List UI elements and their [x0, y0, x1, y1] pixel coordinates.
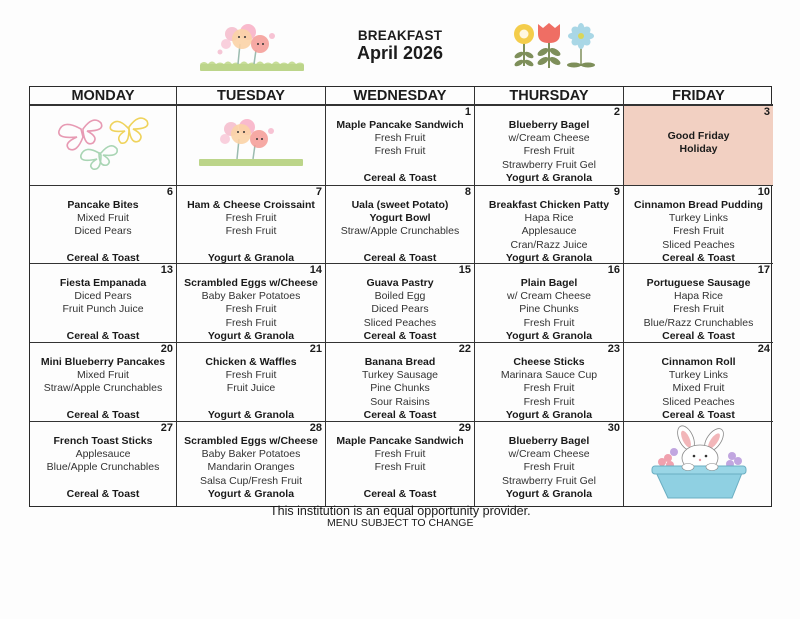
- decorative-cell: [30, 106, 177, 186]
- header-wednesday: WEDNESDAY: [326, 87, 475, 106]
- day-cell: [326, 343, 475, 422]
- day-cell: [624, 186, 773, 264]
- menu-item: Baby Baker Potatoes: [201, 290, 301, 303]
- day-number: 30: [607, 422, 620, 434]
- menu-item: w/Cream Cheese: [508, 448, 590, 461]
- menu-item: Strawberry Fruit Gel: [502, 474, 596, 487]
- menu-item: Fresh Fruit: [225, 225, 277, 238]
- menu-item: Mixed Fruit: [77, 212, 129, 225]
- entree-item: Blueberry Bagel: [508, 119, 590, 131]
- menu-item: Fresh Fruit: [225, 212, 277, 225]
- day-number: 8: [464, 186, 471, 198]
- meal-title: BREAKFAST: [357, 28, 443, 43]
- entree-item: Guava Pastry: [366, 277, 434, 289]
- month-title: April 2026: [356, 43, 444, 63]
- menu-item: Straw/Apple Crunchables: [43, 382, 163, 395]
- entree-item: Breakfast Chicken Patty: [488, 199, 610, 211]
- day-cell: [326, 106, 475, 186]
- day-number: 2: [613, 106, 620, 118]
- pink-flowers-icon: [197, 117, 305, 173]
- menu-item: [326, 475, 474, 488]
- menu-item: Diced Pears: [74, 225, 132, 238]
- day-number: 1: [464, 106, 471, 118]
- day-number: 13: [160, 264, 173, 276]
- day-number: 20: [160, 343, 173, 355]
- menu-item: Diced Pears: [74, 290, 132, 303]
- menu-item: Mixed Fruit: [77, 369, 129, 382]
- day-cell: [326, 264, 475, 343]
- day-number: 6: [166, 186, 173, 198]
- pink-flowers-icon: [198, 22, 306, 74]
- entree-item: Pancake Bites: [67, 199, 139, 211]
- menu-item: Holiday: [679, 143, 718, 156]
- side-option: Cereal & Toast: [66, 408, 140, 421]
- entree-item: Cinnamon Bread Pudding: [634, 199, 763, 211]
- day-number: 9: [613, 186, 620, 198]
- side-option: Cereal & Toast: [662, 329, 735, 342]
- side-option: Cereal & Toast: [363, 251, 437, 264]
- side-option: Yogurt & Granola: [207, 329, 295, 342]
- side-option: Cereal & Toast: [66, 329, 140, 342]
- day-number: 22: [458, 343, 471, 355]
- menu-item: Fruit Juice: [226, 382, 276, 395]
- side-option: Cereal & Toast: [66, 251, 140, 264]
- entree-item: Cinnamon Roll: [661, 356, 736, 368]
- side-option: Yogurt & Granola: [505, 487, 593, 500]
- menu-item: [30, 475, 176, 488]
- menu-item: Hapa Rice: [524, 212, 574, 225]
- side-option: Yogurt & Granola: [207, 408, 295, 421]
- menu-item: Fresh Fruit: [225, 316, 277, 329]
- side-option: Yogurt & Granola: [505, 171, 593, 184]
- day-cell: [326, 422, 475, 506]
- day-cell: [326, 186, 475, 264]
- menu-item: Fruit Punch Juice: [62, 303, 144, 316]
- day-cell: [30, 422, 177, 506]
- side-option: Yogurt & Granola: [505, 329, 593, 342]
- menu-item: Baby Baker Potatoes: [201, 448, 301, 461]
- menu-item: Fresh Fruit: [374, 461, 426, 474]
- entree-item: Scrambled Eggs w/Cheese: [184, 277, 318, 289]
- day-cell: [177, 186, 326, 264]
- side-option: Cereal & Toast: [363, 329, 437, 342]
- menu-title: [340, 28, 460, 63]
- menu-item: [177, 239, 325, 252]
- menu-calendar: [29, 86, 772, 507]
- menu-item: Marinara Sauce Cup: [500, 369, 598, 382]
- equal-opportunity-statement: This institution is an equal opportunity provider.: [270, 504, 531, 518]
- menu-item: [30, 239, 176, 252]
- menu-item: [30, 396, 176, 409]
- menu-item: Straw/Apple Crunchables: [340, 225, 460, 238]
- day-number: 29: [458, 422, 471, 434]
- entree-item: Banana Bread: [364, 356, 436, 368]
- menu-item: [326, 159, 474, 172]
- decorative-cell: [624, 422, 773, 506]
- header-friday: FRIDAY: [624, 87, 773, 106]
- menu-item: Strawberry Fruit Gel: [502, 158, 596, 171]
- menu-item: Blue/Apple Crunchables: [46, 461, 160, 474]
- menu-item: Fresh Fruit: [523, 316, 575, 329]
- side-option: Yogurt & Granola: [505, 251, 593, 264]
- menu-item: Fresh Fruit: [523, 395, 575, 408]
- menu-item: Applesauce: [521, 225, 577, 238]
- menu-item: Fresh Fruit: [673, 225, 724, 238]
- menu-item: Turkey Links: [668, 369, 729, 382]
- menu-item: Blue/Razz Crunchables: [643, 316, 754, 329]
- day-cell: [475, 264, 624, 343]
- day-cell: [624, 343, 773, 422]
- side-option: Yogurt & Granola: [207, 487, 295, 500]
- menu-item: w/ Cream Cheese: [506, 290, 592, 303]
- menu-item: Fresh Fruit: [374, 448, 426, 461]
- side-option: Cereal & Toast: [662, 251, 735, 264]
- entree-item: Fiesta Empanada: [59, 277, 147, 289]
- day-number: 21: [309, 343, 322, 355]
- entree-item: Plain Bagel: [520, 277, 578, 289]
- decorative-cell: [177, 106, 326, 186]
- side-option: Yogurt & Granola: [505, 408, 593, 421]
- day-number: 27: [160, 422, 173, 434]
- menu-item: Sliced Peaches: [662, 395, 735, 408]
- menu-item: Sour Raisins: [370, 395, 430, 408]
- entree-item: Blueberry Bagel: [508, 435, 590, 447]
- menu-item: Sliced Peaches: [363, 316, 437, 329]
- side-option: Cereal & Toast: [662, 408, 735, 421]
- side-option: Yogurt & Granola: [207, 251, 295, 264]
- entree-item: Mini Blueberry Pancakes: [40, 356, 166, 368]
- side-option: Cereal & Toast: [66, 487, 140, 500]
- day-number: 14: [309, 264, 322, 276]
- menu-item: [326, 239, 474, 252]
- menu-change-notice: MENU SUBJECT TO CHANGE: [327, 517, 474, 529]
- day-cell: [475, 422, 624, 506]
- butterflies-icon: [53, 115, 153, 175]
- menu-item: Cran/Razz Juice: [510, 238, 588, 251]
- entree-item: Portuguese Sausage: [646, 277, 751, 289]
- day-cell: [30, 186, 177, 264]
- entree-item: Scrambled Eggs w/Cheese: [184, 435, 318, 447]
- day-number: 3: [763, 106, 770, 118]
- menu-item: [177, 396, 325, 409]
- menu-item: w/Cream Cheese: [508, 132, 590, 145]
- entree-item: Maple Pancake Sandwich: [336, 119, 464, 131]
- entree-item: Cheese Sticks: [513, 356, 585, 368]
- day-cell: [475, 186, 624, 264]
- menu-item: Mandarin Oranges: [207, 461, 295, 474]
- menu-item: Sliced Peaches: [662, 238, 735, 251]
- holiday-cell: [624, 106, 773, 186]
- bunny-flowerpot-icon: [644, 424, 754, 504]
- day-number: 7: [315, 186, 322, 198]
- menu-item: Pine Chunks: [370, 382, 430, 395]
- day-cell: [30, 264, 177, 343]
- day-number: 17: [757, 264, 770, 276]
- entree-item: Uala (sweet Potato): [351, 199, 449, 211]
- day-cell: [475, 343, 624, 422]
- header-monday: MONDAY: [30, 87, 177, 106]
- three-flowers-icon: [508, 22, 608, 70]
- day-cell: [177, 264, 326, 343]
- day-cell: [475, 106, 624, 186]
- menu-item: Fresh Fruit: [673, 303, 724, 316]
- menu-item: Turkey Links: [668, 212, 729, 225]
- header-tuesday: TUESDAY: [177, 87, 326, 106]
- day-number: 23: [607, 343, 620, 355]
- day-number: 24: [757, 343, 770, 355]
- menu-item: Boiled Egg: [374, 290, 426, 303]
- day-number: 15: [458, 264, 471, 276]
- day-cell: [30, 343, 177, 422]
- menu-item: Pine Chunks: [519, 303, 579, 316]
- entree-item: French Toast Sticks: [53, 435, 153, 447]
- side-option: Cereal & Toast: [363, 487, 437, 500]
- menu-item: Hapa Rice: [673, 290, 724, 303]
- entree-item: Chicken & Waffles: [205, 356, 297, 368]
- menu-item: Diced Pears: [371, 303, 429, 316]
- menu-item: Fresh Fruit: [523, 461, 575, 474]
- day-number: 16: [607, 264, 620, 276]
- side-option: Cereal & Toast: [363, 408, 437, 421]
- menu-item: Fresh Fruit: [225, 303, 277, 316]
- day-cell: [177, 422, 326, 506]
- menu-item: Mixed Fruit: [672, 382, 725, 395]
- day-cell: [177, 343, 326, 422]
- menu-item: Turkey Sausage: [361, 369, 439, 382]
- menu-item: Fresh Fruit: [523, 382, 575, 395]
- menu-item: Fresh Fruit: [225, 369, 277, 382]
- menu-item: [30, 317, 176, 330]
- menu-item: Fresh Fruit: [523, 145, 575, 158]
- menu-item: Applesauce: [75, 448, 131, 461]
- header-thursday: THURSDAY: [475, 87, 624, 106]
- menu-item: Salsa Cup/Fresh Fruit: [199, 474, 303, 487]
- menu-item: Fresh Fruit: [374, 145, 426, 158]
- day-cell: [624, 264, 773, 343]
- entree-item: Maple Pancake Sandwich: [336, 435, 464, 447]
- day-number: 10: [757, 186, 770, 198]
- menu-item: Yogurt Bowl: [369, 212, 431, 225]
- entree-item: Ham & Cheese Croissaint: [187, 199, 315, 211]
- day-number: 28: [309, 422, 322, 434]
- menu-item: Fresh Fruit: [374, 132, 426, 145]
- entree-item: Good Friday: [667, 130, 730, 142]
- side-option: Cereal & Toast: [363, 171, 437, 184]
